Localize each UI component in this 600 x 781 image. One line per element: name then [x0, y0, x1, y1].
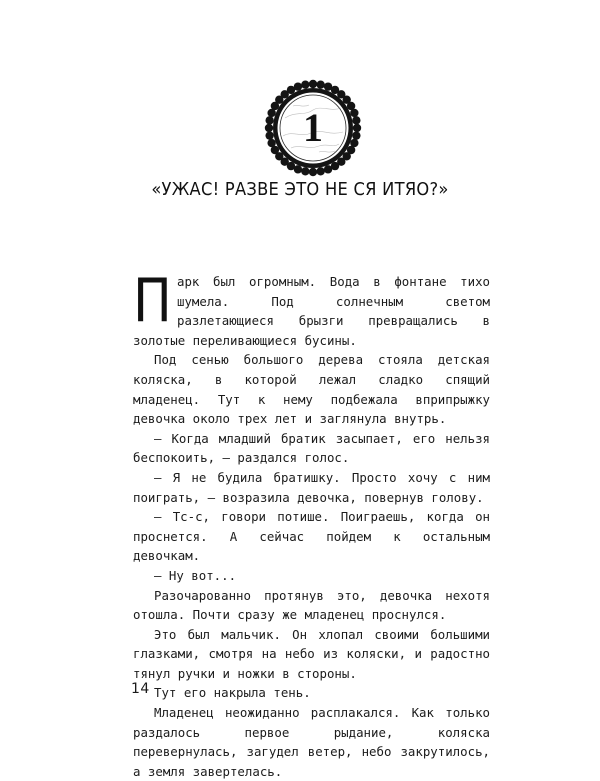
emblem-tooth: [353, 124, 361, 132]
paragraph: Разочарованно протянув это, девочка нехотя отошла. Почти сразу же младенец проснулся.: [133, 587, 490, 623]
paragraph: — Тс-с, говори потише. Поиграешь, когда он проснется. А сейчас пойдем к остальным девочкам.: [133, 509, 490, 564]
paragraph: Это был мальчик. Он хлопал своими большими глазками, смотря на небо из коляски, и радостно тянул ручки и ножки в стороны.: [133, 626, 490, 681]
paragraph: — Я не будила братишку. Просто хочу с ним поиграть, — возразила девочка, повернув голову.: [133, 469, 490, 505]
emblem-tooth: [301, 167, 309, 175]
drop-cap: П: [133, 266, 172, 336]
chapter-number: 1: [303, 105, 323, 150]
emblem-tooth: [352, 116, 360, 124]
emblem-tooth: [352, 131, 360, 139]
paragraph-list: [133, 350, 490, 781]
paragraph: Младенец неожиданно расплакался. Как только раздалось первое рыдание, коляска перевернулась, загудел ветер, небо закрутилось, а земля завертелась.: [133, 705, 490, 779]
page-number: 14: [131, 681, 150, 697]
emblem-tooth: [294, 82, 302, 90]
emblem-tooth: [350, 109, 358, 117]
paragraph: Под сенью большого дерева стояла детская коляска, в которой лежал сладко спящий младенец. Тут к нему подбежала вприпрыжку девочка около трех лет и заглянула внутрь.: [133, 352, 490, 427]
emblem-tooth: [316, 80, 324, 88]
chapter-emblem: [263, 78, 363, 178]
first-paragraph: [133, 266, 490, 350]
emblem-tooth: [301, 80, 309, 88]
emblem-tooth: [265, 116, 273, 124]
emblem-tooth: [316, 167, 324, 175]
body-text: [133, 266, 490, 781]
emblem-tooth: [324, 165, 332, 173]
paragraph: — Когда младший братик засыпает, его нельзя беспокоить, — раздался голос.: [133, 430, 490, 466]
emblem-tooth: [309, 168, 317, 176]
paragraph: — Ну вот...: [154, 567, 237, 583]
chapter-title: «УЖАС! РАЗВЕ ЭТО НЕ СЯ ИТЯО?»: [151, 180, 449, 200]
paragraph: Тут его накрыла тень.: [154, 685, 311, 701]
emblem-tooth: [265, 131, 273, 139]
drop-cap-rest: арк был огромным. Вода в фонтане тихо шумела. Под солнечным светом разлетающиеся брызги превращались в золотые переливающиеся бусины.: [133, 274, 490, 348]
emblem-tooth: [309, 80, 317, 88]
emblem-tooth: [265, 124, 273, 132]
emblem-tooth: [267, 139, 275, 147]
